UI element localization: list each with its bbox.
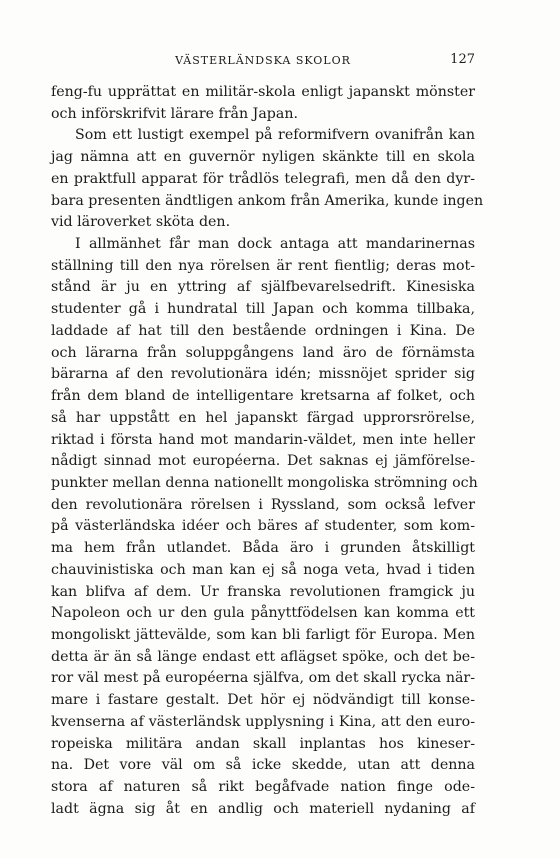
page-number: 127 — [450, 52, 475, 67]
text-line: mongoliskt jättevälde, som kan bli farligt för Europa. Men — [51, 626, 475, 643]
text-line: riktad i första hand mot mandarin-väldet, men inte heller — [51, 431, 475, 448]
text-line: ma hem från utlandet. Båda äro i grunden åtskilligt — [51, 540, 475, 557]
text-line: bärarna af den revolutionära idén; missnöjet sprider sig — [51, 366, 475, 383]
body-text — [51, 82, 484, 820]
text-line: ropeiska militära andan skall inplantas hos kineser- — [51, 735, 475, 752]
text-line: så har uppstått en hel japanskt färgad upprorsrörelse, — [51, 409, 475, 426]
text-line: bara presenten ändtligen ankom från Amerika, kunde ingen — [51, 192, 484, 209]
text-line: den revolutionära rörelsen i Ryssland, som också lefver — [51, 496, 475, 513]
text-line: jag nämna att en guvernör nyligen skänkte till en skola — [51, 149, 475, 166]
running-head — [51, 52, 475, 70]
text-line: ställning till den nya rörelsen är rent fientlig; deras mot- — [51, 257, 475, 274]
text-line: och införskrifvit lärare från Japan. — [51, 105, 298, 122]
text-line: chauvinistiska och man kan ej så noga veta, hvad i tiden — [51, 561, 475, 578]
text-line: en praktfull apparat för trådlös telegrafi, men då den dyr- — [51, 170, 475, 187]
text-line: stora af naturen så rikt begåfvade nation finge ode- — [51, 779, 475, 795]
text-line: nådigt sinnad mot européerna. Det saknas ej jämförelse- — [51, 453, 475, 470]
text-line: studenter gå i hundratal till Japan och komma tillbaka, — [51, 301, 475, 318]
text-line: detta är än så länge endast ett aflägset spöke, och det be- — [51, 648, 475, 665]
text-line: kvenserna af västerländsk upplysning i Kina, att den euro- — [51, 713, 475, 730]
text-line: Napoleon och ur den gula pånyttfödelsen kan komma ett — [51, 605, 475, 622]
text-line: laddade af hat till den bestående ordningen i Kina. De — [51, 322, 475, 339]
text-line: ladt ägna sig åt en andlig och materiell nydaning af — [51, 800, 475, 817]
text-line: och lärarna från soluppgångens land äro de förnämsta — [51, 344, 475, 361]
text-line: vid läroverket sköta den. — [51, 214, 231, 231]
text-line: feng-fu upprättat en militär-skola enligt japanskt mönster — [51, 84, 475, 100]
text-line: Som ett lustigt exempel på reformifvern ovanifrån kan — [75, 127, 475, 144]
text-line: stånd är ju en yttring af själfbevarelsedrift. Kinesiska — [51, 279, 475, 296]
text-line: na. Det vore väl om så icke skedde, utan att denna — [51, 757, 475, 774]
text-line: mare i fastare gestalt. Det hör ej nödvändigt till konse- — [51, 692, 475, 709]
running-head-title: VÄSTERLÄNDSKA SKOLOR — [175, 54, 351, 67]
text-line: från dem bland de intelligentare kretsarna af folket, och — [51, 388, 475, 405]
text-line: I allmänhet får man dock antaga att mandarinernas — [75, 236, 475, 253]
text-line: punkter mellan denna nationellt mongoliska strömning och — [51, 474, 478, 491]
text-line: kan blifva af dem. Ur franska revolutionen framgick ju — [51, 583, 475, 600]
text-line: på västerländska idéer och bäres af studenter, som kom- — [51, 518, 475, 535]
text-line: ror väl mest på européerna själfva, om det skall rycka när- — [51, 670, 475, 687]
